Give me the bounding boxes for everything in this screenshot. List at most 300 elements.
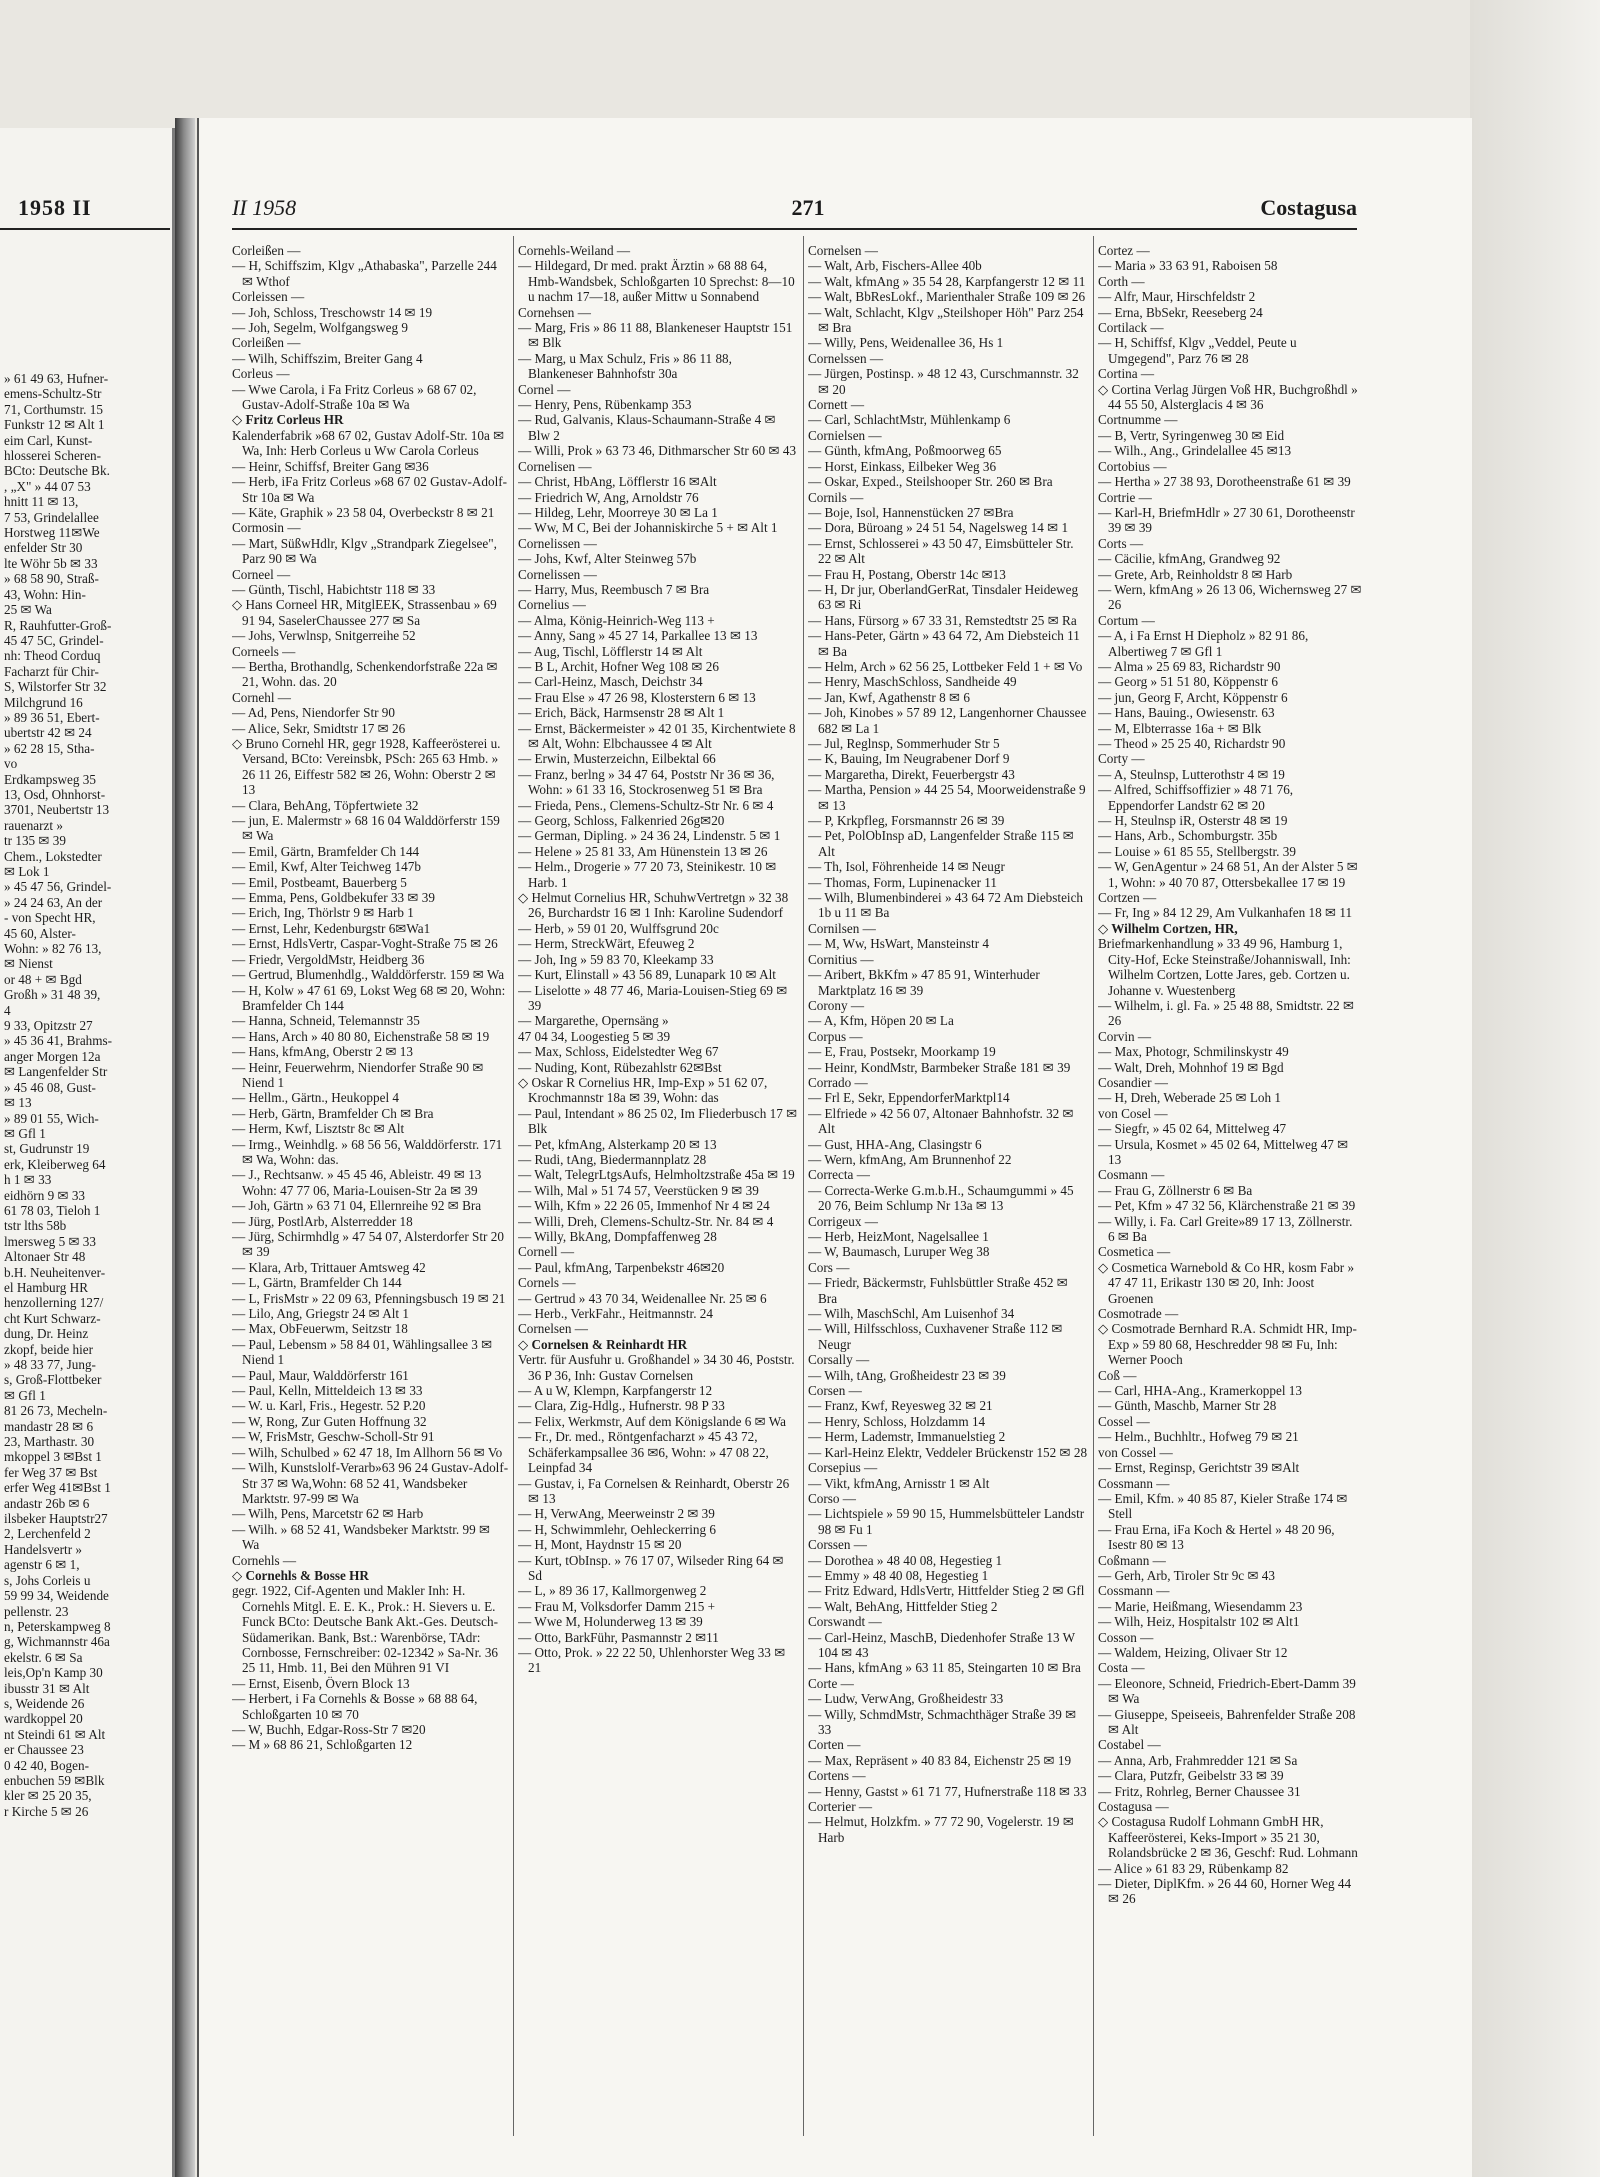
directory-entry: — Willy, SchmdMstr, Schmachthäger Straße 39 ✉ 33 <box>808 1706 1077 1737</box>
directory-entry: — Herb., VerkFahr., Heitmannstr. 24 <box>518 1306 713 1322</box>
directory-entry: — Hans, Arb., Schomburgstr. 35b <box>1098 828 1278 844</box>
directory-entry: — Liselotte » 48 77 46, Maria-Louisen-Stieg 69 ✉ 39 <box>518 982 788 1013</box>
directory-entry: — Alma, König-Heinrich-Weg 113 + <box>518 612 715 628</box>
left-page-line: 23, Marthastr. 30 <box>4 1434 95 1450</box>
left-page-line: lte Wöhr 5b ✉ 33 <box>4 555 98 571</box>
left-page-line: g, Wichmannstr 46a <box>4 1634 110 1650</box>
directory-entry: — Ernst, Lehr, Kedenburgstr 6✉Wa1 <box>232 920 431 936</box>
directory-entry: Cosson — <box>1098 1629 1154 1645</box>
directory-entry: Corterier — <box>808 1799 873 1815</box>
column-divider <box>513 236 514 2136</box>
directory-entry: — Frieda, Pens., Clemens-Schultz-Str Nr. 6 ✉ 4 <box>518 797 774 813</box>
left-page-line: h 1 ✉ 33 <box>4 1172 52 1188</box>
directory-entry: — Erich, Ing, Thörlstr 9 ✉ Harb 1 <box>232 905 414 921</box>
directory-entry: Corrigeux — <box>808 1213 878 1229</box>
directory-entry: Cornelissen — <box>518 535 597 551</box>
directory-entry: Cortnumme — <box>1098 412 1178 428</box>
directory-entry: ◇ Costagusa Rudolf Lohmann GmbH HR, Kaffeerösterei, Keks-Import » 35 21 30, Rolandsbrücke 2 ✉ 36, Geschf: Rud. Lohmann <box>1098 1814 1358 1861</box>
left-page-line: ✉ Langenfelder Str <box>4 1064 108 1080</box>
left-page-line: Erdkampsweg 35 <box>4 771 96 787</box>
directory-entry: — Frau G, Zöllnerstr 6 ✉ Ba <box>1098 1182 1253 1198</box>
directory-entry: Cornehl — <box>232 689 291 705</box>
directory-entry: Cormosin — <box>232 520 301 536</box>
directory-entry: Cortrie — <box>1098 489 1152 505</box>
directory-entry: Corssen — <box>808 1537 867 1553</box>
directory-entry: — Jürg, Schirmhdlg » 47 54 07, Alsterdorfer Str 20 ✉ 39 <box>232 1229 504 1260</box>
directory-entry: Cornels — <box>518 1275 576 1291</box>
directory-entry: — Günth, Tischl, Habichtstr 118 ✉ 33 <box>232 581 436 597</box>
directory-entry: ◇ Bruno Cornehl HR, gegr 1928, Kaffeerösterei u. Versand, BCto: Vereinsbk, PSch: 265 63 Hmb. » 26 11 26, Eiffestr 582 ✉ 26, Wohn: Oberstr 2 ✉ 13 <box>232 736 501 798</box>
directory-entry: — Clara, Putzfr, Geibelstr 33 ✉ 39 <box>1098 1768 1284 1784</box>
directory-entry: — Wilh, MaschSchl, Am Luisenhof 34 <box>808 1306 1015 1322</box>
directory-entry: — Johs, Verwlnsp, Snitgerreihe 52 <box>232 628 416 644</box>
left-page-line: ✉ Gfl 1 <box>4 1125 46 1141</box>
left-page-line: BCto: Deutsche Bk. <box>4 463 110 479</box>
left-page-line: Chem., Lokstedter <box>4 848 102 864</box>
book-gutter <box>175 118 195 2177</box>
directory-entry: — Felix, Werkmstr, Auf dem Königslande 6 ✉ Wa <box>518 1413 786 1429</box>
directory-entry: — Franz, Kwf, Reyesweg 32 ✉ 21 <box>808 1398 993 1414</box>
directory-entry: — H, Mont, Haydnstr 15 ✉ 20 <box>518 1537 682 1553</box>
directory-entry: — Gustav, i, Fa Cornelsen & Reinhardt, Oberstr 26 ✉ 13 <box>518 1475 790 1506</box>
directory-entry: — Margaretha, Direkt, Feuerbergstr 43 <box>808 766 1015 782</box>
left-page-line: emens-Schultz-Str <box>4 386 102 402</box>
left-page-line: Funkstr 12 ✉ Alt 1 <box>4 417 105 433</box>
directory-entry: — Clara, Zig-Hdlg., Hufnerstr. 98 P 33 <box>518 1398 725 1414</box>
directory-entry: ◇ Cosmetica Warnebold & Co HR, kosm Fabr » 47 47 11, Erikastr 130 ✉ 20, Inh: Joost Groenen <box>1098 1259 1355 1306</box>
left-header-rule <box>0 228 170 230</box>
directory-entry: — Herb, Gärtn, Bramfelder Ch ✉ Bra <box>232 1105 434 1121</box>
directory-entry: Corpus — <box>808 1028 863 1044</box>
directory-entry: — Herm, Kwf, Lisztstr 8c ✉ Alt <box>232 1121 405 1137</box>
directory-entry: Corleißen — <box>232 335 301 351</box>
directory-entry: — A u W, Klempn, Karpfangerstr 12 <box>518 1383 713 1399</box>
left-page-line: ilsbeker Hauptstr27 <box>4 1511 108 1527</box>
directory-entry: — Aug, Tischl, Löfflerstr 14 ✉ Alt <box>518 643 703 659</box>
directory-entry: — Irmg., Weinhdlg. » 68 56 56, Walddörferstr. 171 ✉ Wa, Wohn: das. <box>232 1136 503 1167</box>
directory-entry: — Anna, Arb, Frahmredder 121 ✉ Sa <box>1098 1752 1298 1768</box>
left-page-line: Milchgrund 16 <box>4 694 83 710</box>
left-page-line: s, Johs Corleis u <box>4 1572 91 1588</box>
directory-entry: Cornils — <box>808 489 864 505</box>
directory-entry: — Jan, Kwf, Agathenstr 8 ✉ 6 <box>808 689 970 705</box>
left-page-line: , „X" » 44 07 53 <box>4 478 91 494</box>
directory-entry: — Lilo, Ang, Griegstr 24 ✉ Alt 1 <box>232 1306 409 1322</box>
left-page-line: S, Wilstorfer Str 32 <box>4 679 107 695</box>
left-page-line: erk, Kleiberweg 64 <box>4 1156 106 1172</box>
left-page-line: 61 78 03, Tieloh 1 <box>4 1202 101 1218</box>
directory-entry: — Wilh, Kunstslolf-Verarb»63 96 24 Gustav-Adolf-Str 37 ✉ Wa,Wohn: 68 52 41, Wandsbeker Marktstr. 97-99 ✉ Wa <box>232 1460 509 1506</box>
directory-entry: — Dorothea » 48 40 08, Hegestieg 1 <box>808 1552 1003 1568</box>
directory-entry: — Bertha, Brothandlg, Schenkendorfstraße 22a ✉ 21, Wohn. das. 20 <box>232 658 498 690</box>
directory-entry: Cornehsen — <box>518 304 591 320</box>
left-page-line: Handelsvertr » <box>4 1541 82 1557</box>
directory-entry: — Walt, BehAng, Hittfelder Stieg 2 <box>808 1598 998 1614</box>
directory-entry: — Wern, kfmAng » 26 13 06, Wichernsweg 27 ✉ 26 <box>1098 581 1362 613</box>
directory-entry: — Wilh, Schulbed » 62 47 18, Im Allhorn 56 ✉ Vo <box>232 1444 503 1460</box>
left-page-line: lmersweg 5 ✉ 33 <box>4 1233 96 1249</box>
left-page-line: » 61 49 63, Hufner- <box>4 371 109 386</box>
directory-entry: — Georg, Schloss, Falkenried 26g✉20 <box>518 813 725 829</box>
directory-entry: — jun, E. Malermstr » 68 16 04 Walddörferstr 159 ✉ Wa <box>232 813 500 844</box>
directory-entry: — Willy, i. Fa. Carl Greite»89 17 13, Zöllnerstr. 6 ✉ Ba <box>1098 1213 1353 1244</box>
left-page-line: ✉ Lok 1 <box>4 864 50 879</box>
directory-entry: Corts — <box>1098 535 1144 551</box>
left-page-line: » 89 01 55, Wich- <box>4 1110 99 1126</box>
directory-column-3 <box>808 243 1090 2153</box>
directory-entry: — K, Bauing, Im Neugrabener Dorf 9 <box>808 751 1010 767</box>
directory-entry: Cornel — <box>518 381 571 397</box>
directory-entry: — Johs, Kwf, Alter Steinweg 57b <box>518 551 697 567</box>
directory-entry: — Alfr, Maur, Hirschfeldstr 2 <box>1098 289 1256 305</box>
directory-entry: Cornilsen — <box>808 920 876 936</box>
directory-entry: — Hertha » 27 38 93, Dorotheenstraße 61 ✉ 39 <box>1098 474 1351 490</box>
directory-entry: Cornelisen — <box>518 458 592 474</box>
directory-entry: — Theod » 25 25 40, Richardstr 90 <box>1098 736 1286 751</box>
directory-entry: — Christ, HbAng, Löfflerstr 16 ✉Alt <box>518 474 717 490</box>
left-page-line: erfer Weg 41✉Bst 1 <box>4 1480 111 1496</box>
directory-entry: — Fritz, Rohrleg, Berner Chaussee 31 <box>1098 1783 1301 1799</box>
left-page-line: enfelder Str 30 <box>4 540 83 556</box>
directory-entry: — Cäcilie, kfmAng, Grandweg 92 <box>1098 551 1281 567</box>
directory-entry: — Marg, Fris » 86 11 88, Blankeneser Hauptstr 151 ✉ Blk <box>518 320 793 351</box>
directory-entry: von Cosel — <box>1098 1105 1168 1121</box>
directory-entry: — Frau Else » 47 26 98, Klosterstern 6 ✉ 13 <box>518 689 756 705</box>
directory-entry: — W, FrisMstr, Geschw-Scholl-Str 91 <box>232 1429 435 1445</box>
directory-entry: — Wwe Carola, i Fa Fritz Corleus » 68 67 02, Gustav-Adolf-Straße 10a ✉ Wa <box>232 381 477 413</box>
directory-entry: — Wilhelm, i. gl. Fa. » 25 48 88, Smidtstr. 22 ✉ 26 <box>1098 997 1355 1029</box>
left-page-line: 25 ✉ Wa <box>4 602 52 618</box>
left-page-line: tr 135 ✉ 39 <box>4 833 66 849</box>
left-page-line: 45 47 5C, Grindel- <box>4 632 104 648</box>
left-page-line: n, Peterskampweg 8 <box>4 1618 111 1634</box>
directory-entry: Vertr. für Ausfuhr u. Großhandel » 34 30 46, Poststr. 36 P 36, Inh: Gustav Cornelsen <box>518 1352 795 1383</box>
directory-entry: — H, Steulnsp iR, Osterstr 48 ✉ 19 <box>1098 813 1288 829</box>
directory-entry: ◇ Helmut Cornelius HR, SchuhwVertretgn » 32 38 26, Burchardstr 16 ✉ 1 Inh: Karoline Sudendorf <box>518 890 789 921</box>
directory-entry: — Clara, BehAng, Töpfertwiete 32 <box>232 797 419 813</box>
left-page-line: dung, Dr. Heinz <box>4 1326 89 1342</box>
directory-entry: — Herm, Lademstr, Immanuelstieg 2 <box>808 1429 1006 1445</box>
directory-entry: Corvin — <box>1098 1028 1152 1044</box>
directory-entry: Corsally — <box>808 1352 870 1368</box>
left-page-line: nt Steindi 61 ✉ Alt <box>4 1726 106 1742</box>
directory-entry: — Kurt, Elinstall » 43 56 89, Lunapark 10 ✉ Alt <box>518 967 776 983</box>
directory-entry: — Thomas, Form, Lupinenacker 11 <box>808 874 997 890</box>
directory-entry: — Will, Hilfsschloss, Cuxhavener Straße 112 ✉ Neugr <box>808 1321 1063 1352</box>
directory-entry: — Jul, Reglnsp, Sommerhuder Str 5 <box>808 736 1000 751</box>
left-page-line: leis,Op'n Kamp 30 <box>4 1665 103 1681</box>
left-page-line: Facharzt für Chir- <box>4 663 99 679</box>
directory-entry: Corty — <box>1098 751 1145 767</box>
directory-entry: — A, i Fa Ernst H Diepholz » 82 91 86, Albertiweg 7 ✉ Gfl 1 <box>1098 628 1309 659</box>
directory-entry: — A, Steulnsp, Lutterothstr 4 ✉ 19 <box>1098 766 1285 782</box>
directory-entry: — Aribert, BkKfm » 47 85 91, Winterhuder Marktplatz 16 ✉ 39 <box>808 967 1040 998</box>
directory-entry: — Henry, Pens, Rübenkamp 353 <box>518 397 692 413</box>
left-page-line: Wohn: » 82 76 13, <box>4 941 102 957</box>
left-page-line: » 48 33 77, Jung- <box>4 1357 96 1372</box>
directory-entry: — Wern, kfmAng, Am Brunnenhof 22 <box>808 1151 1012 1167</box>
directory-entry: Cosmotrade — <box>1098 1306 1179 1322</box>
left-page-line: ✉ 13 <box>4 1095 32 1111</box>
directory-entry: — P, Krkpfleg, Forsmannstr 26 ✉ 39 <box>808 813 1005 829</box>
left-page-line: agenstr 6 ✉ 1, <box>4 1557 80 1573</box>
directory-entry: — Max, Schloss, Eidelstedter Weg 67 <box>518 1044 719 1060</box>
directory-entry: — H, Kolw » 47 61 69, Lokst Weg 68 ✉ 20, Wohn: Bramfelder Ch 144 <box>232 982 506 1013</box>
directory-entry: — Pet, kfmAng, Alsterkamp 20 ✉ 13 <box>518 1136 717 1152</box>
directory-entry: — Helm., Buchhltr., Hofweg 79 ✉ 21 <box>1098 1429 1299 1445</box>
directory-entry: — Ernst, Eisenb, Övern Block 13 <box>232 1675 410 1691</box>
directory-entry: Cortez — <box>1098 243 1150 258</box>
left-page-line: 45 60, Alster- <box>4 925 76 941</box>
directory-entry: — Klara, Arb, Trittauer Amtsweg 42 <box>232 1259 426 1275</box>
directory-entry: — M, Elbterrasse 16a + ✉ Blk <box>1098 720 1262 736</box>
directory-entry: Cors — <box>808 1259 850 1275</box>
directory-entry: — Wilh, Heiz, Hospitalstr 102 ✉ Alt1 <box>1098 1614 1300 1630</box>
directory-entry: — Jürg, PostlArb, Alsterredder 18 <box>232 1213 413 1229</box>
left-page-header: 1958 II <box>18 195 92 220</box>
left-page-line: Horstweg 11✉We <box>4 525 100 541</box>
left-page-line: zkopf, beide hier <box>4 1341 93 1357</box>
directory-entry: — Grete, Arb, Reinholdstr 8 ✉ Harb <box>1098 566 1293 582</box>
directory-entry: Costagusa — <box>1098 1799 1169 1815</box>
directory-entry: Cossmann — <box>1098 1475 1170 1491</box>
directory-entry: — Erich, Bäck, Harmsenstr 28 ✉ Alt 1 <box>518 705 725 721</box>
directory-entry: — Emil, Postbeamt, Bauerberg 5 <box>232 874 407 890</box>
directory-entry: — Paul, Lebensm » 58 84 01, Wählingsallee 3 ✉ Niend 1 <box>232 1336 493 1368</box>
directory-entry: — Emmy » 48 40 08, Hegestieg 1 <box>808 1567 989 1583</box>
directory-entry: — W, Buchh, Edgar-Ross-Str 7 ✉20 <box>232 1722 426 1737</box>
directory-entry: Costa — <box>1098 1660 1145 1676</box>
directory-entry: — Franz, berlng » 34 47 64, Poststr Nr 36 ✉ 36, Wohn: » 61 33 16, Stockrosenweg 51 ✉ Bra <box>518 766 775 798</box>
left-page <box>0 128 175 2177</box>
column-divider <box>1093 236 1094 2136</box>
directory-entry: — H, Schiffsf, Klgv „Veddel, Peute u Umgegend", Parz 76 ✉ 28 <box>1098 335 1297 366</box>
directory-entry: — Friedr, Bäckermstr, Fuhlsbüttler Straße 452 ✉ Bra <box>808 1275 1068 1306</box>
directory-entry: — Henry, Schloss, Holzdamm 14 <box>808 1413 986 1429</box>
directory-entry: — Paul, Kelln, Mitteldeich 13 ✉ 33 <box>232 1383 423 1399</box>
directory-entry: — German, Dipling. » 24 36 24, Lindenstr. 5 ✉ 1 <box>518 828 781 844</box>
directory-entry: — Carl-Heinz, MaschB, Diedenhofer Straße 13 W 104 ✉ 43 <box>808 1629 1075 1660</box>
directory-entry: — Hans, Arch » 40 80 80, Eichenstraße 58 ✉ 19 <box>232 1028 490 1044</box>
column-divider <box>803 236 804 2136</box>
directory-entry: — Lichtspiele » 59 90 15, Hummelsbütteler Landstr 98 ✉ Fu 1 <box>808 1506 1085 1537</box>
directory-entry: — Helm, Arch » 62 56 25, Lottbeker Feld 1 + ✉ Vo <box>808 658 1083 674</box>
directory-entry: — Anny, Sang » 45 27 14, Parkallee 13 ✉ 13 <box>518 628 758 644</box>
directory-entry: von Cossel — <box>1098 1444 1173 1460</box>
directory-entry: — Hans, Bauing., Owiesenstr. 63 <box>1098 705 1275 721</box>
directory-entry: — Hans, kfmAng » 63 11 85, Steingarten 10 ✉ Bra <box>808 1660 1081 1676</box>
directory-entry: — W, GenAgentur » 24 68 51, An der Alster 5 ✉ 1, Wohn: » 40 70 87, Ottersbekallee 17 ✉ 19 <box>1098 859 1358 890</box>
directory-entry: ◇ Wilhelm Cortzen, HR, <box>1098 920 1238 936</box>
left-page-line: » 89 36 51, Ebert- <box>4 709 100 725</box>
directory-entry: Cornelssen — <box>808 350 884 366</box>
directory-entry: — Margarethe, Opernsäng » <box>518 1013 669 1029</box>
directory-entry: — Ernst, Reginsp, Gerichtstr 39 ✉Alt <box>1098 1460 1300 1476</box>
left-page-line: Großh » 31 48 39, <box>4 987 101 1003</box>
directory-entry: — Carl-Heinz, Masch, Deichstr 34 <box>518 674 703 690</box>
directory-entry: — Ursula, Kosmet » 45 02 64, Mittelweg 47 ✉ 13 <box>1098 1136 1349 1167</box>
directory-entry: — Helmut, Holzkfm. » 77 72 90, Vogelerstr. 19 ✉ Harb <box>808 1814 1074 1845</box>
left-page-line: 43, Wohn: Hin- <box>4 586 86 602</box>
directory-entry: Cornehls — <box>232 1552 297 1568</box>
directory-entry: ◇ Cortina Verlag Jürgen Voß HR, Buchgroßhdl » 44 55 50, Alsterglacis 4 ✉ 36 <box>1098 381 1358 413</box>
directory-entry: — B, Vertr, Syringenweg 30 ✉ Eid <box>1098 427 1285 443</box>
directory-entry: — Th, Isol, Föhrenheide 14 ✉ Neugr <box>808 859 1005 875</box>
left-page-line: b.H. Neuheitenver- <box>4 1264 106 1280</box>
directory-entry: — Willy, BkAng, Dompfaffenweg 28 <box>518 1229 717 1244</box>
directory-entry: — Paul, Maur, Walddörferstr 161 <box>232 1367 409 1383</box>
main-header-year: II 1958 <box>232 195 297 220</box>
directory-entry: — Herb, » 59 01 20, Wulffsgrund 20c <box>518 920 719 936</box>
directory-entry: — Gertrud, Blumenhdlg., Walddörferstr. 159 ✉ Wa <box>232 967 505 983</box>
directory-entry: Costabel — <box>1098 1737 1161 1753</box>
directory-entry: — H, Dreh, Weberade 25 ✉ Loh 1 <box>1098 1090 1281 1106</box>
directory-entry: — Otto, BarkFühr, Pasmannstr 2 ✉11 <box>518 1629 719 1645</box>
directory-entry: Corso — <box>808 1490 856 1506</box>
directory-entry: — Herm, StreckWärt, Efeuweg 2 <box>518 936 695 952</box>
directory-entry: — Erwin, Musterzeichn, Eilbektal 66 <box>518 751 716 767</box>
directory-entry: — H, VerwAng, Meerweinstr 2 ✉ 39 <box>518 1506 715 1522</box>
header-last-entry: Costagusa <box>1260 195 1357 220</box>
directory-entry: — Max, Photogr, Schmilinskystr 49 <box>1098 1044 1289 1060</box>
directory-entry: Cortens — <box>808 1768 866 1784</box>
directory-entry: — Horst, Einkass, Eilbeker Weg 36 <box>808 458 997 474</box>
left-page-line: vo <box>4 756 18 772</box>
left-page-line: 3701, Neubertstr 13 <box>4 802 110 818</box>
directory-entry: — Dieter, DiplKfm. » 26 44 60, Horner Weg 44 ✉ 26 <box>1098 1876 1352 1907</box>
left-page-line: 71, Corthumstr. 15 <box>4 401 103 417</box>
directory-entry: — Walt, Schlacht, Klgv „Steilshoper Höh" Parz 254 ✉ Bra <box>808 304 1084 336</box>
directory-entry: Corrado — <box>808 1074 868 1090</box>
left-page-line: R, Rauhfutter-Groß- <box>4 617 112 633</box>
directory-entry: — Günth, kfmAng, Poßmoorweg 65 <box>808 443 1002 459</box>
left-page-line: » 45 36 41, Brahms- <box>4 1033 113 1049</box>
directory-entry: — Alice » 61 83 29, Rübenkamp 82 <box>1098 1860 1289 1876</box>
left-page-line: 4 <box>4 1002 11 1018</box>
left-page-line: ibusstr 31 ✉ Alt <box>4 1680 90 1696</box>
left-page-line: mandastr 28 ✉ 6 <box>4 1418 94 1434</box>
directory-entry: — Joh, Schloss, Treschowstr 14 ✉ 19 <box>232 304 433 320</box>
left-page-line: enbuchen 59 ✉Blk <box>4 1772 105 1788</box>
left-page-fragments <box>4 371 170 2177</box>
directory-entry: Corsen — <box>808 1383 862 1399</box>
directory-entry: — W, Rong, Zur Guten Hoffnung 32 <box>232 1413 427 1429</box>
directory-entry: — Käte, Graphik » 23 58 04, Overbeckstr 8 ✉ 21 <box>232 504 495 520</box>
directory-entry: — Wilh, Mal » 51 74 57, Veerstücken 9 ✉ 39 <box>518 1182 759 1198</box>
directory-entry: — Emma, Pens, Goldbekufer 33 ✉ 39 <box>232 890 435 906</box>
directory-entry: — Giuseppe, Speiseeis, Bahrenfelder Straße 208 ✉ Alt <box>1098 1706 1356 1737</box>
left-page-line: s, Weidende 26 <box>4 1695 85 1711</box>
directory-entry: — Fritz Edward, HdlsVertr, Hittfelder Stieg 2 ✉ Gfl <box>808 1583 1085 1599</box>
directory-entry: — Frau M, Volksdorfer Damm 215 + <box>518 1598 716 1614</box>
directory-entry: — Wilh, tAng, Großheidestr 23 ✉ 39 <box>808 1367 1006 1383</box>
left-page-line: pellenstr. 23 <box>4 1603 69 1619</box>
directory-entry: — Alma » 25 69 83, Richardstr 90 <box>1098 658 1281 674</box>
directory-entry: Cortum — <box>1098 612 1155 628</box>
directory-entry: Cortobius — <box>1098 458 1167 474</box>
directory-entry: Cortilack — <box>1098 320 1164 336</box>
directory-entry: — Wilh, Blumenbinderei » 43 64 72 Am Diebsteich 1b u 11 ✉ Ba <box>808 890 1084 921</box>
directory-entry: — Heinr, KondMstr, Barmbeker Straße 181 ✉ 39 <box>808 1059 1071 1075</box>
directory-entry: — Louise » 61 85 55, Stellbergstr. 39 <box>1098 843 1296 859</box>
directory-entry: Corten — <box>808 1737 861 1753</box>
left-page-line: s, Groß-Flottbeker <box>4 1372 102 1388</box>
directory-entry: Corleus — <box>232 366 290 382</box>
left-page-line: er Chaussee 23 <box>4 1742 84 1758</box>
directory-entry: Corsepius — <box>808 1460 878 1476</box>
directory-entry: — Emil, Gärtn, Bramfelder Ch 144 <box>232 843 420 859</box>
directory-entry: — Hellm., Gärtn., Heukoppel 4 <box>232 1090 400 1106</box>
directory-entry: gegr. 1922, Cif-Agenten und Makler Inh: H. Cornehls Mitgl. E. E. K., Prok.: H. Sievers u. E. Funck BCto: Deutsche Bank Akt.-Ges. Deutsch-Südamerikan. Bank, Bst.: Warenbörse, TAdr: Cornbosse, Fernschreiber: 02-12342 » Sa-Nr. 36 25 11, Hmb. 11, Bei den Mühren 91 VI <box>232 1583 499 1676</box>
directory-entry: — B L, Archit, Hofner Weg 108 ✉ 26 <box>518 658 719 674</box>
left-page-line: eim Carl, Kunst- <box>4 432 93 448</box>
directory-entry: — Joh, Segelm, Wolfgangsweg 9 <box>232 320 408 336</box>
directory-entry: — L, FrisMstr » 22 09 63, Pfenningsbusch 19 ✉ 21 <box>232 1290 506 1306</box>
directory-entry: — Pet, Kfm » 47 32 56, Klärchenstraße 21 ✉ 39 <box>1098 1198 1356 1214</box>
directory-entry: — Max, Repräsent » 40 83 84, Eichenstr 25 ✉ 19 <box>808 1752 1072 1768</box>
directory-entry: Cortina — <box>1098 366 1155 382</box>
directory-entry: — Frau Erna, iFa Koch & Hertel » 48 20 96, Isestr 80 ✉ 13 <box>1098 1521 1335 1553</box>
directory-entry: — Joh, Gärtn » 63 71 04, Ellernreihe 92 ✉ Bra <box>232 1198 482 1214</box>
directory-entry: — Correcta-Werke G.m.b.H., Schaumgummi » 45 20 76, Beim Schlump Nr 13a ✉ 13 <box>808 1182 1074 1214</box>
directory-entry: — Elfriede » 42 56 07, Altonaer Bahnhofstr. 32 ✉ Alt <box>808 1105 1074 1137</box>
left-page-line: Altonaer Str 48 <box>4 1249 86 1265</box>
directory-entry: Cosmetica — <box>1098 1244 1171 1260</box>
directory-column-1 <box>232 243 510 2153</box>
directory-entry: — Helene » 25 81 33, Am Hünenstein 13 ✉ 26 <box>518 843 768 859</box>
left-page-line: 13, Osd, Ohnhorst- <box>4 786 106 802</box>
directory-entry: — Marg, u Max Schulz, Fris » 86 11 88, Blankeneser Bahnhofstr 30a <box>518 350 732 382</box>
directory-entry: Cornell — <box>518 1244 575 1260</box>
left-page-line: mkoppel 3 ✉Bst 1 <box>4 1449 102 1465</box>
directory-entry: Cosmann — <box>1098 1167 1165 1183</box>
directory-entry: — Hanna, Schneid, Telemannstr 35 <box>232 1013 420 1029</box>
left-page-line: ubertstr 42 ✉ 24 <box>4 725 92 741</box>
directory-entry: Corneel — <box>232 566 291 582</box>
left-page-line: ✉ Nienst <box>4 956 53 972</box>
directory-entry: — Boje, Isol, Hannenstücken 27 ✉Bra <box>808 504 1014 520</box>
left-page-line: eidhörn 9 ✉ 33 <box>4 1187 86 1203</box>
directory-entry: — W. u. Karl, Fris., Hegestr. 52 P.20 <box>232 1398 426 1414</box>
left-page-line: 7 53, Grindelallee <box>4 509 99 525</box>
directory-entry: — H, Schiffszim, Klgv „Athabaska", Parzelle 244 ✉ Wthof <box>232 258 497 289</box>
directory-entry: — Fr., Dr. med., Röntgenfacharzt » 45 43 72, Schäferkampsallee 36 ✉6, Wohn: » 47 08 22, Leinpfad 34 <box>518 1429 769 1476</box>
directory-entry: Cornelissen — <box>518 566 597 582</box>
directory-entry: — Paul, kfmAng, Tarpenbekstr 46✉20 <box>518 1259 725 1275</box>
directory-entry: — Eleonore, Schneid, Friedrich-Ebert-Damm 39 ✉ Wa <box>1098 1675 1356 1707</box>
directory-entry: — Frl E, Sekr, EppendorferMarktpl14 <box>808 1090 1010 1106</box>
left-page-line: 81 26 73, Mecheln- <box>4 1403 108 1419</box>
directory-entry: — Walt, kfmAng » 35 54 28, Karpfangerstr 12 ✉ 11 <box>808 273 1086 289</box>
directory-entry: — Ernst, Bäckermeister » 42 01 35, Kirchentwiete 8 ✉ Alt, Wohn: Elbchaussee 4 ✉ Alt <box>518 720 796 751</box>
directory-entry: — Paul, Intendant » 86 25 02, Im Fliederbusch 17 ✉ Blk <box>518 1105 798 1137</box>
directory-entry: — Walt, BbResLokf., Marienthaler Straße 109 ✉ 26 <box>808 289 1086 305</box>
left-page-line: nh: Theod Corduq <box>4 648 101 664</box>
directory-entry: — jun, Georg F, Archt, Köppenstr 6 <box>1098 689 1288 705</box>
directory-entry: — Mart, SüßwHdlr, Klgv „Strandpark Ziegelsee", Parz 90 ✉ Wa <box>232 535 497 567</box>
left-page-line: wardkoppel 20 <box>4 1711 83 1727</box>
directory-entry: — L, Gärtn, Bramfelder Ch 144 <box>232 1275 402 1291</box>
directory-column-4 <box>1098 243 1362 2153</box>
directory-entry: — H, Dr jur, OberlandGerRat, Tinsdaler Heideweg 63 ✉ Ri <box>808 581 1079 613</box>
directory-entry: — Joh, Ing » 59 83 70, Kleekamp 33 <box>518 951 714 967</box>
directory-entry: Kalenderfabrik »68 67 02, Gustav Adolf-Str. 10a ✉Wa, Inh: Herb Corleus u Ww Carola Corleus <box>232 427 505 459</box>
directory-entry: — Vikt, kfmAng, Arnisstr 1 ✉ Alt <box>808 1475 990 1491</box>
directory-entry: Coßmann — <box>1098 1552 1166 1568</box>
directory-entry: — Maria » 33 63 91, Raboisen 58 <box>1098 258 1278 274</box>
directory-entry: — Rudi, tAng, Biedermannplatz 28 <box>518 1151 707 1167</box>
directory-entry: — Georg » 51 51 80, Köppenstr 6 <box>1098 674 1278 690</box>
